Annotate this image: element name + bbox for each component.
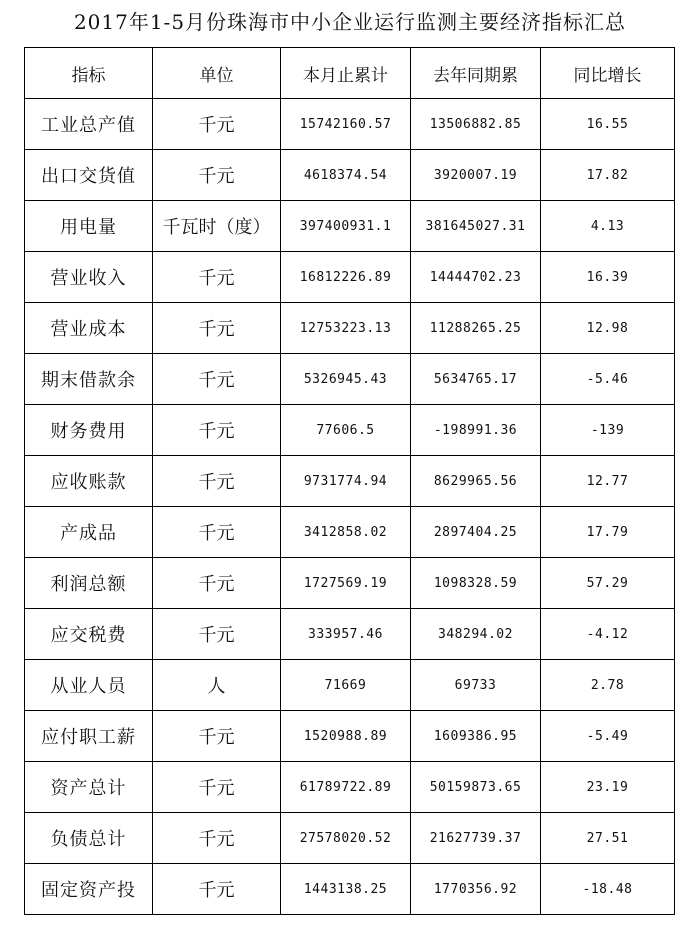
current-cumulative-cell: 397400931.1 (281, 201, 411, 252)
table-row (25, 711, 675, 762)
unit-cell: 千元 (153, 303, 281, 354)
table-row (25, 660, 675, 711)
last-year-cumulative-cell: 11288265.25 (411, 303, 541, 354)
header-current-cumulative: 本月止累计 (281, 48, 411, 99)
yoy-growth-cell: -18.48 (541, 864, 675, 915)
current-cumulative-cell: 15742160.57 (281, 99, 411, 150)
unit-cell: 千元 (153, 762, 281, 813)
last-year-cumulative-cell: 1098328.59 (411, 558, 541, 609)
table-row (25, 762, 675, 813)
indicator-name-cell: 利润总额 (25, 558, 153, 609)
current-cumulative-cell: 5326945.43 (281, 354, 411, 405)
last-year-cumulative-cell: 5634765.17 (411, 354, 541, 405)
table-row (25, 99, 675, 150)
unit-cell: 人 (153, 660, 281, 711)
indicator-name-cell: 应付职工薪 (25, 711, 153, 762)
indicator-name-cell: 资产总计 (25, 762, 153, 813)
current-cumulative-cell: 1520988.89 (281, 711, 411, 762)
unit-cell: 千元 (153, 252, 281, 303)
table-row (25, 252, 675, 303)
table-row (25, 354, 675, 405)
yoy-growth-cell: -5.46 (541, 354, 675, 405)
yoy-growth-cell: 12.77 (541, 456, 675, 507)
yoy-growth-cell: 17.79 (541, 507, 675, 558)
current-cumulative-cell: 1443138.25 (281, 864, 411, 915)
last-year-cumulative-cell: 3920007.19 (411, 150, 541, 201)
unit-cell: 千元 (153, 99, 281, 150)
yoy-growth-cell: 23.19 (541, 762, 675, 813)
current-cumulative-cell: 77606.5 (281, 405, 411, 456)
table-row (25, 405, 675, 456)
yoy-growth-cell: -4.12 (541, 609, 675, 660)
table-row (25, 303, 675, 354)
header-last-year-cumulative: 去年同期累 (411, 48, 541, 99)
last-year-cumulative-cell: 14444702.23 (411, 252, 541, 303)
yoy-growth-cell: -5.49 (541, 711, 675, 762)
last-year-cumulative-cell: 1770356.92 (411, 864, 541, 915)
unit-cell: 千元 (153, 456, 281, 507)
indicator-table (24, 47, 675, 915)
header-yoy-growth: 同比增长 (541, 48, 675, 99)
last-year-cumulative-cell: 50159873.65 (411, 762, 541, 813)
unit-cell: 千元 (153, 558, 281, 609)
table-row (25, 609, 675, 660)
indicator-name-cell: 固定资产投 (25, 864, 153, 915)
unit-cell: 千元 (153, 609, 281, 660)
current-cumulative-cell: 3412858.02 (281, 507, 411, 558)
indicator-name-cell: 工业总产值 (25, 99, 153, 150)
indicator-name-cell: 应收账款 (25, 456, 153, 507)
current-cumulative-cell: 9731774.94 (281, 456, 411, 507)
last-year-cumulative-cell: 2897404.25 (411, 507, 541, 558)
last-year-cumulative-cell: 21627739.37 (411, 813, 541, 864)
yoy-growth-cell: 17.82 (541, 150, 675, 201)
unit-cell: 千元 (153, 405, 281, 456)
indicator-name-cell: 财务费用 (25, 405, 153, 456)
last-year-cumulative-cell: -198991.36 (411, 405, 541, 456)
indicator-name-cell: 负债总计 (25, 813, 153, 864)
yoy-growth-cell: 4.13 (541, 201, 675, 252)
indicator-name-cell: 从业人员 (25, 660, 153, 711)
current-cumulative-cell: 4618374.54 (281, 150, 411, 201)
current-cumulative-cell: 71669 (281, 660, 411, 711)
unit-cell: 千元 (153, 354, 281, 405)
last-year-cumulative-cell: 348294.02 (411, 609, 541, 660)
unit-cell: 千瓦时（度） (153, 201, 281, 252)
indicator-name-cell: 出口交货值 (25, 150, 153, 201)
table-row (25, 813, 675, 864)
table-row (25, 507, 675, 558)
header-unit: 单位 (153, 48, 281, 99)
table-row (25, 558, 675, 609)
last-year-cumulative-cell: 69733 (411, 660, 541, 711)
table-row (25, 456, 675, 507)
indicator-name-cell: 期末借款余 (25, 354, 153, 405)
yoy-growth-cell: 12.98 (541, 303, 675, 354)
indicator-name-cell: 应交税费 (25, 609, 153, 660)
indicator-name-cell: 营业成本 (25, 303, 153, 354)
indicator-name-cell: 营业收入 (25, 252, 153, 303)
table-row (25, 864, 675, 915)
last-year-cumulative-cell: 8629965.56 (411, 456, 541, 507)
header-indicator: 指标 (25, 48, 153, 99)
current-cumulative-cell: 16812226.89 (281, 252, 411, 303)
yoy-growth-cell: 2.78 (541, 660, 675, 711)
unit-cell: 千元 (153, 150, 281, 201)
last-year-cumulative-cell: 381645027.31 (411, 201, 541, 252)
current-cumulative-cell: 61789722.89 (281, 762, 411, 813)
last-year-cumulative-cell: 13506882.85 (411, 99, 541, 150)
table-header-row (25, 48, 675, 99)
unit-cell: 千元 (153, 711, 281, 762)
page-title: 2017年1-5月份珠海市中小企业运行监测主要经济指标汇总 (73, 10, 627, 34)
unit-cell: 千元 (153, 864, 281, 915)
current-cumulative-cell: 12753223.13 (281, 303, 411, 354)
indicator-name-cell: 用电量 (25, 201, 153, 252)
yoy-growth-cell: -139 (541, 405, 675, 456)
table-row (25, 150, 675, 201)
yoy-growth-cell: 57.29 (541, 558, 675, 609)
table-row (25, 201, 675, 252)
current-cumulative-cell: 27578020.52 (281, 813, 411, 864)
yoy-growth-cell: 16.55 (541, 99, 675, 150)
last-year-cumulative-cell: 1609386.95 (411, 711, 541, 762)
current-cumulative-cell: 333957.46 (281, 609, 411, 660)
current-cumulative-cell: 1727569.19 (281, 558, 411, 609)
unit-cell: 千元 (153, 813, 281, 864)
unit-cell: 千元 (153, 507, 281, 558)
indicator-name-cell: 产成品 (25, 507, 153, 558)
yoy-growth-cell: 27.51 (541, 813, 675, 864)
yoy-growth-cell: 16.39 (541, 252, 675, 303)
